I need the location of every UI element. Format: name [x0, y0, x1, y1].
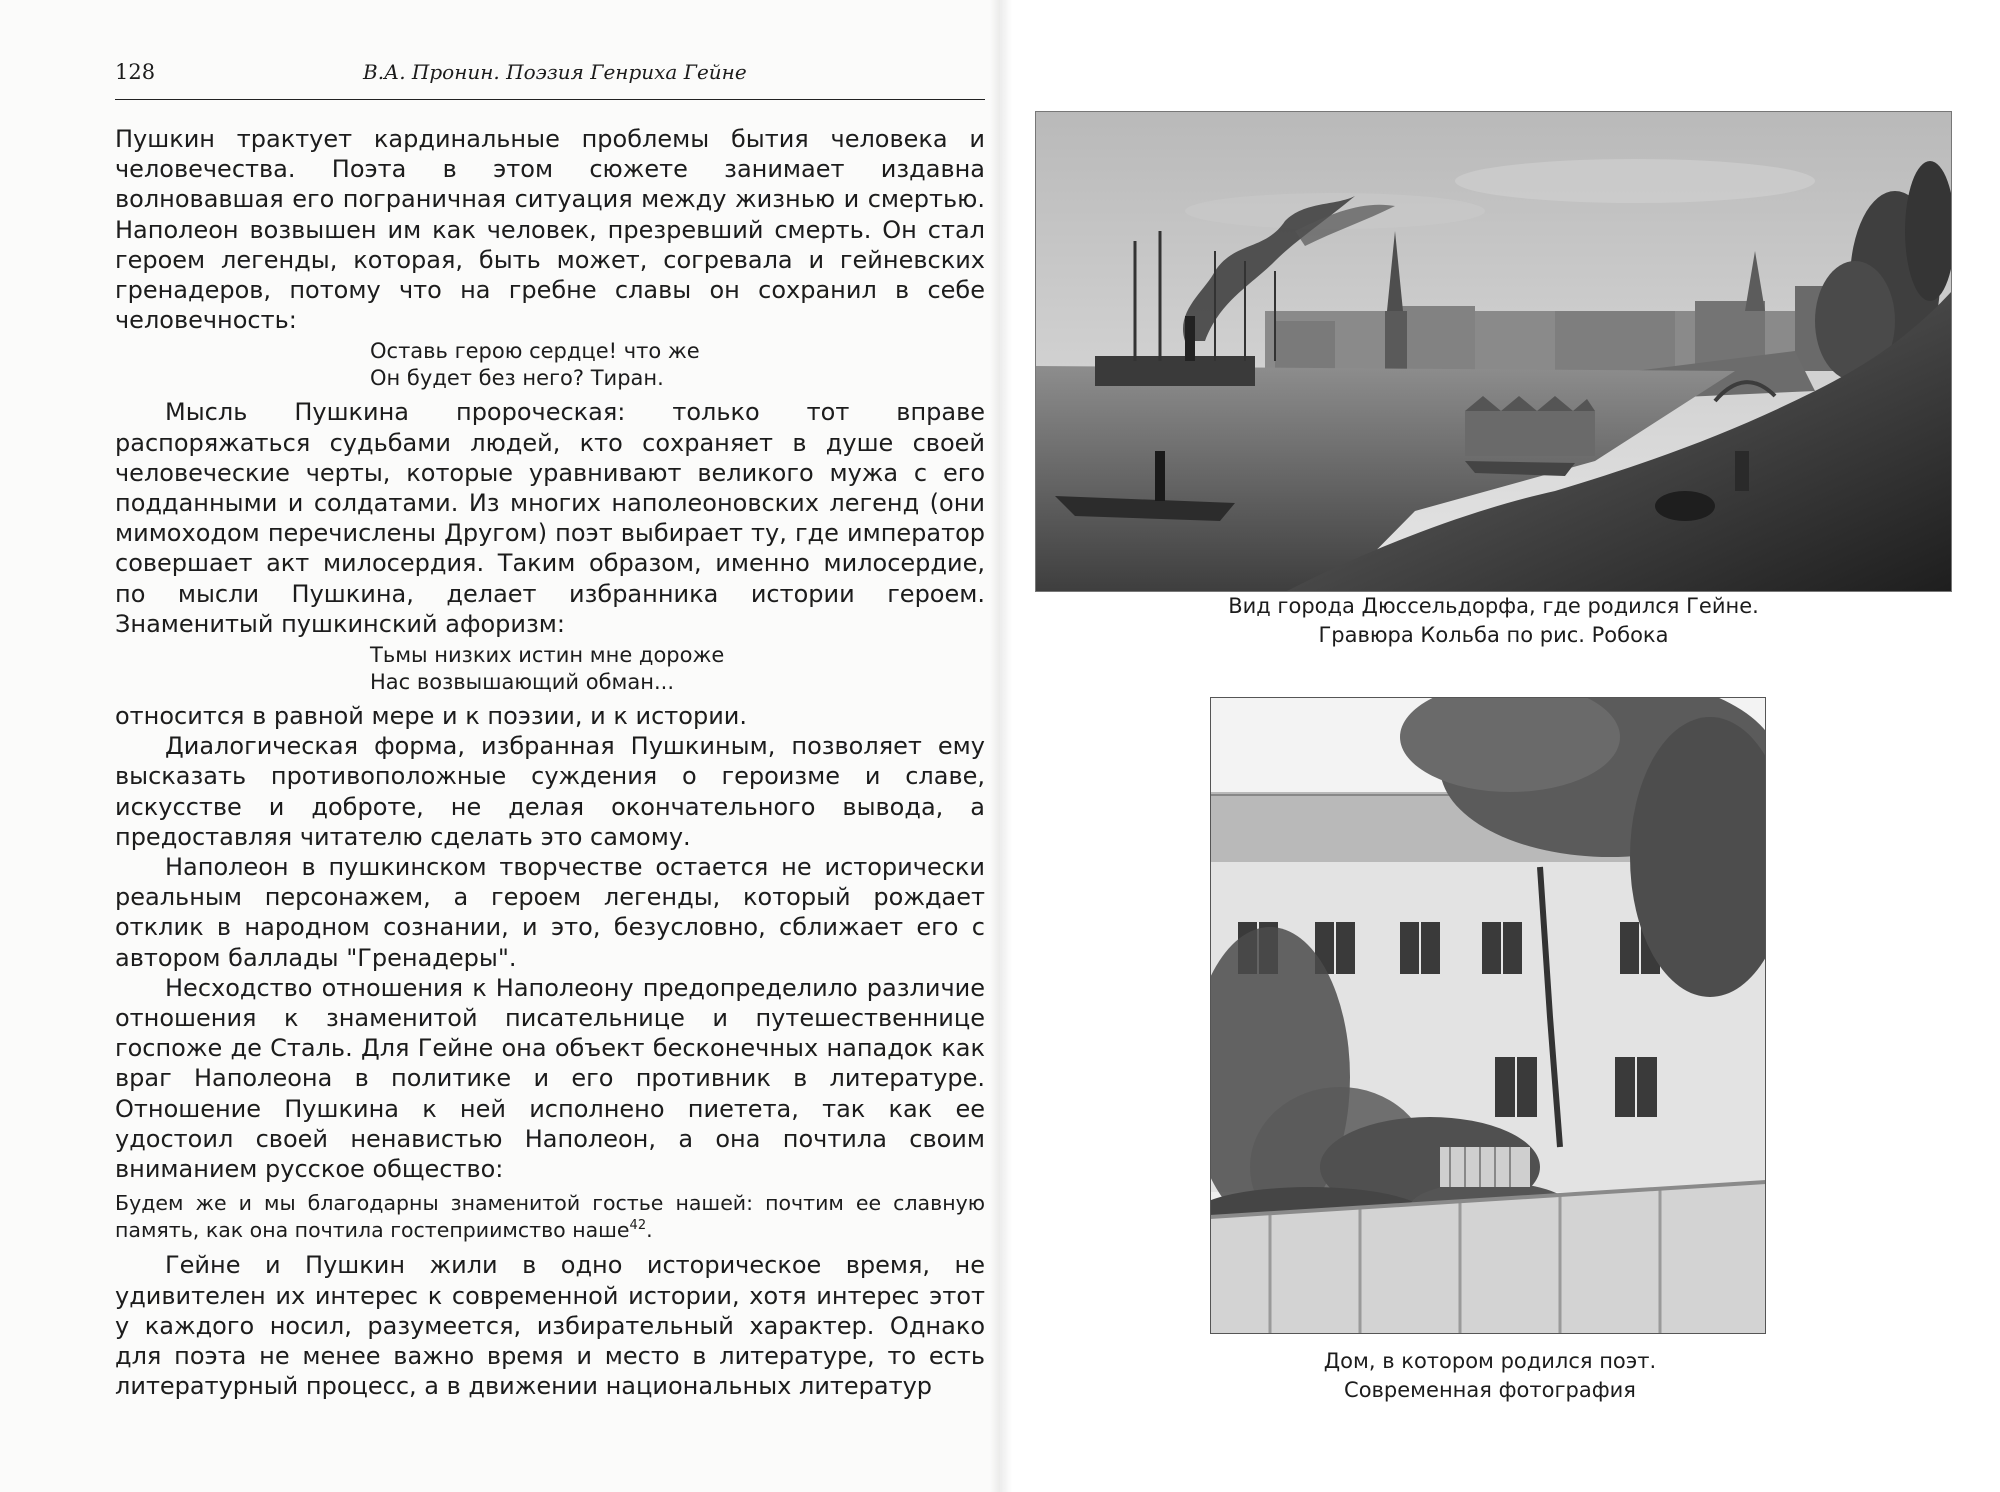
running-head — [115, 60, 985, 94]
verse-quote-1 — [370, 338, 985, 392]
paragraph-3: относится в равной мере и к поэзии, и к истории. — [115, 702, 748, 731]
figure-2-caption — [1150, 1347, 1830, 1405]
paragraph-7: Гейне и Пушкин жили в одно историческое время, не удивителен их интерес к современной истории, хотя интерес этот у каждого носил, разумеется, избирательный характер. Однако для поэта не менее важно время и место в литературе, то есть литературный процесс, а в движении национальных литератур — [115, 1251, 985, 1401]
caption-line: Гравюра Кольба по рис. Робока — [1318, 623, 1669, 647]
quote-text: Будем же и мы благодарны знаменитой гостье нашей: почтим ее славную память, как она почтила гостеприимство наше — [115, 1191, 985, 1243]
header-rule — [115, 99, 985, 100]
verse-line: Оставь герою сердце! что же — [370, 339, 700, 364]
footnote-marker: 42 — [629, 1218, 647, 1234]
dusseldorf-engraving-image — [1035, 111, 1952, 592]
verse-line: Тьмы низких истин мне дороже — [370, 643, 725, 668]
book-gutter — [990, 0, 1012, 1492]
running-title: В.А. Пронин. Поэзия Генриха Гейне — [363, 60, 747, 84]
prose-quote: Будем же и мы благодарны знаменитой гостье нашей: почтим ее славную память, как она почтила гостеприимство наше$^{42}$. — [115, 1191, 985, 1243]
paragraph-5: Наполеон в пушкинском творчестве остается не исторически реальным персонажем, а героем легенды, который рождает отклик в народном сознании, и это, безусловно, сближает его с автором баллады "Гренадеры". — [115, 853, 985, 972]
caption-line: Дом, в котором родился поэт. — [1323, 1349, 1657, 1373]
verse-quote-2 — [370, 642, 985, 696]
body-text — [115, 124, 985, 1401]
paragraph-1: Пушкин трактует кардинальные проблемы бытия человека и человечества. Поэта в этом сюжете занимает издавна волновавшая его пограничная ситуация между жизнью и смертью. Наполеон возвышен им как человек, презревший смерть. Он стал героем легенды, которая, быть может, согревала и гейневских гренадеров, потому что на гребне славы он сохранил в себе человечность: — [115, 125, 985, 335]
caption-line: Вид города Дюссельдорфа, где родился Гейне. — [1228, 594, 1759, 618]
page-number: 128 — [115, 60, 156, 84]
paragraph-4: Диалогическая форма, избранная Пушкиным, позволяет ему высказать противоположные суждения о героизме и славе, искусстве и доброте, не делая окончательного вывода, а предоставляя читателю сделать это самому. — [115, 732, 985, 851]
paragraph-2: Мысль Пушкина пророческая: только тот вправе распоряжаться судьбами людей, кто сохраняет в душе своей человеческие черты, которые уравнивают великого мужа с его подданными и солдатами. Из многих наполеоновских легенд (они мимоходом перечислены Другом) поэт выбирает ту, где император совершает акт милосердия. Таким образом, именно милосердие, по мысли Пушкина, делает избранника истории героем. Знаменитый пушкинский афоризм: — [115, 398, 985, 638]
verse-line: Он будет без него? Тиран. — [370, 366, 664, 391]
figure-1-caption — [1035, 592, 1952, 650]
paragraph-6: Несходство отношения к Наполеону предопределило различие отношения к знаменитой писательнице и путешественнице госпоже де Сталь. Для Гейне она объект бесконечных нападок как враг Наполеона в политике и его противник в литературе. Отношение Пушкина к ней исполнено пиетета, так как ее удостоил своей ненавистью Наполеон, а она почтила своим вниманием русское общество: — [115, 973, 985, 1184]
verse-line: Нас возвышающий обман... — [370, 670, 675, 695]
caption-line: Современная фотография — [1344, 1378, 1636, 1402]
birth-house-photo-image — [1210, 697, 1766, 1334]
